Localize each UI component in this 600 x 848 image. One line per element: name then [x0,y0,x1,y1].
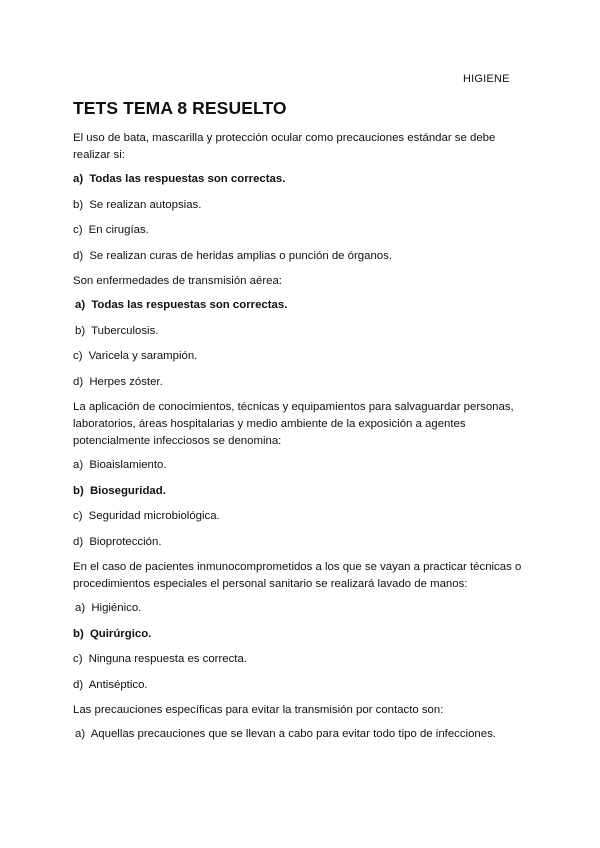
answer-option [73,457,533,474]
answer-option [73,534,533,551]
answer-option [73,348,533,365]
answer-option [73,323,533,340]
subject-header: HIGIENE [463,73,510,85]
answer-option [73,222,533,239]
option-letter: a) [73,173,84,185]
question-block [73,559,533,694]
question-block [73,130,533,265]
option-letter: b) [75,324,86,337]
option-letter: a) [73,459,84,471]
option-letter: a) [75,728,86,740]
option-letter: d) [73,535,84,548]
answer-option-correct [73,483,533,500]
question-text: Las precauciones específicas para evitar la transmisión por contacto son: [73,704,444,716]
option-text: Seguridad microbiológica. [88,510,220,522]
option-letter: d) [73,375,84,388]
option-text: Antiséptico. [88,678,148,691]
question-block [73,702,533,743]
option-letter: c) [73,510,83,522]
option-text: Todas las respuestas son correctas. [89,173,286,185]
option-letter: b) [73,198,84,211]
answer-option [73,600,533,617]
question-text: Son enfermedades de transmisión aérea: [73,275,282,287]
option-text: Bioprotección. [89,535,162,548]
option-letter: a) [75,299,86,311]
option-text: Aquellas precauciones que se llevan a cabo para evitar todo tipo de infecciones. [90,728,496,740]
answer-option-correct [73,297,533,314]
option-letter: d) [73,678,84,691]
question-block [73,273,533,391]
option-letter: b) [73,484,84,497]
option-text: Herpes zóster. [89,375,163,388]
option-text: Bioaislamiento. [89,459,167,471]
option-text: Tuberculosis. [91,324,159,337]
option-text: Bioseguridad. [89,484,166,497]
answer-option-correct [73,171,533,188]
answer-option [73,508,533,525]
option-text: Se realizan autopsias. [89,198,202,211]
option-text: Quirúrgico. [89,627,152,640]
option-letter: a) [75,602,86,614]
option-letter: d) [73,249,84,262]
option-text: Todas las respuestas son correctas. [91,299,288,311]
answer-option [73,677,533,694]
option-text: Ninguna respuesta es correcta. [88,653,247,665]
option-text: Se realizan curas de heridas amplias o punción de órganos. [89,249,392,262]
question-block [73,399,533,551]
option-letter: c) [73,224,83,236]
answer-option [73,374,533,391]
answer-option [73,651,533,668]
answer-option [73,248,533,265]
question-text: En el caso de pacientes inmunocomprometidos a los que se vayan a practicar técnicas o procedimientos especiales el personal sanitario se realizará lavado de manos: [73,561,522,590]
option-text: En cirugías. [88,224,149,236]
question-text: El uso de bata, mascarilla y protección ocular como precauciones estándar se debe realizar si: [73,132,496,161]
answer-option [73,726,533,743]
page-title: TETS TEMA 8 RESUELTO [73,98,287,118]
answer-option [73,197,533,214]
option-letter: c) [73,350,83,362]
option-text: Higiénico. [91,602,142,614]
questions-list [73,130,533,752]
option-letter: c) [73,653,83,665]
question-text: La aplicación de conocimientos, técnicas y equipamientos para salvaguardar personas, laboratorios, áreas hospitalarias y medio ambiente de la exposición a agentes potencialmente infecciosos se denomina: [73,401,514,447]
answer-option-correct [73,626,533,643]
option-letter: b) [73,627,84,640]
option-text: Varicela y sarampión. [88,350,198,362]
